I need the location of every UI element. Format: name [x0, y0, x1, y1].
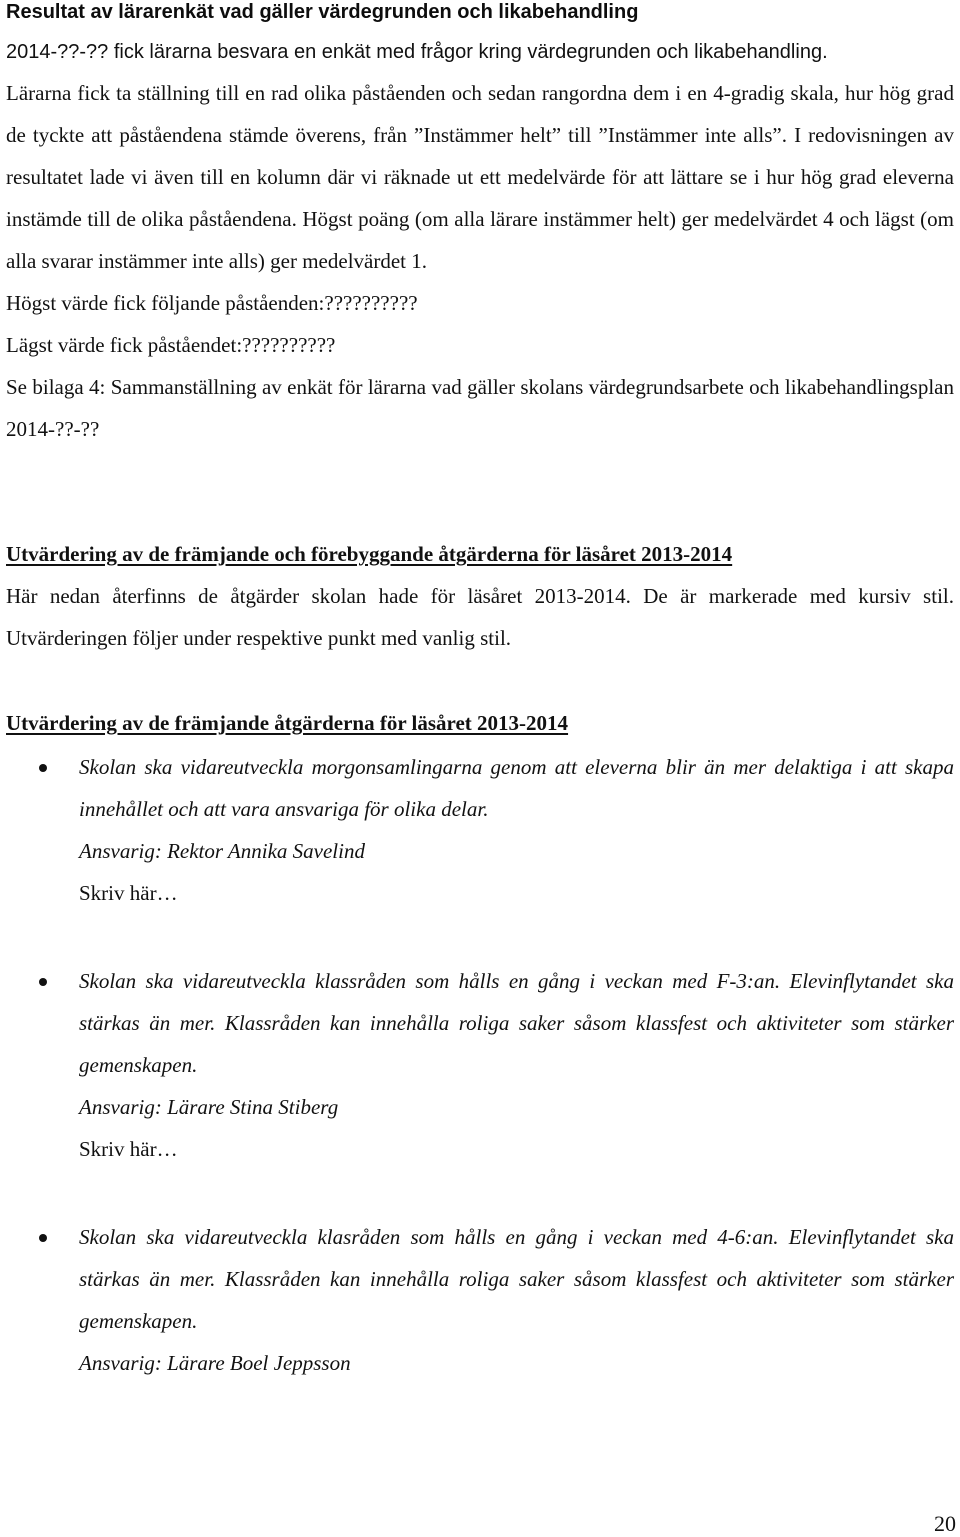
measures-list	[6, 746, 954, 1384]
write-here-placeholder[interactable]: Skriv här…	[79, 881, 178, 905]
page-number: 20	[934, 1511, 956, 1536]
measure-text: Skolan ska vidareutveckla klassråden som hålls en gång i veckan med F-3:an. Elevinflytandet ska stärkas än mer. Klassråden kan innehålla roliga saker såsom klassfest och aktiviteter som stärker gemenskapen.	[79, 969, 954, 1077]
bullet-icon	[39, 764, 47, 772]
measure-responsible: Ansvarig: Lärare Boel Jeppsson	[79, 1351, 351, 1375]
measure-responsible: Ansvarig: Lärare Stina Stiberg	[79, 1095, 339, 1119]
list-item	[6, 960, 954, 1170]
measure-text: Skolan ska vidareutveckla morgonsamlingarna genom att eleverna blir än mer delaktiga i att skapa innehållet och att vara ansvariga för olika delar.	[79, 755, 954, 821]
survey-paragraph: Lärarna fick ta ställning till en rad olika påståenden och sedan rangordna dem i en 4-gradig skala, hur hög grad de tyckte att påståendena stämde överens, från ”Instämmer helt” till ”Instämmer inte alls”. I redovisningen av resultatet lade vi även till en kolumn där vi räknade ut ett medelvärde för att lättare se i hur hög grad eleverna instämde till de olika påståendena. Högst poäng (om alla lärare instämmer helt) ger medelvärdet 4 och lägst (om alla svarar instämmer inte alls) ger medelvärdet 1.	[6, 81, 954, 273]
list-item	[6, 746, 954, 914]
lowest-value-line: Lägst värde fick påståendet:??????????	[6, 333, 336, 357]
list-item	[6, 1216, 954, 1384]
bullet-icon	[39, 1234, 47, 1242]
section-heading-evaluation: Utvärdering av de främjande och förebyggande åtgärderna för läsåret 2013-2014	[6, 542, 733, 566]
survey-intro: 2014-??-?? fick lärarna besvara en enkät med frågor kring värdegrunden och likabehandling.	[6, 41, 828, 63]
highest-value-line: Högst värde fick följande påståenden:??????????	[6, 291, 418, 315]
evaluation-paragraph: Här nedan återfinns de åtgärder skolan hade för läsåret 2013-2014. De är markerade med kursiv stil. Utvärderingen följer under respektive punkt med vanlig stil.	[6, 584, 954, 650]
measure-responsible: Ansvarig: Rektor Annika Savelind	[79, 839, 365, 863]
measure-text: Skolan ska vidareutveckla klasråden som hålls en gång i veckan med 4-6:an. Elevinflytandet ska stärkas än mer. Klassråden kan innehålla roliga saker såsom klassfest och aktiviteter som stärker gemenskapen.	[79, 1225, 954, 1333]
document-page	[6, 0, 954, 1384]
appendix-reference: Se bilaga 4: Sammanställning av enkät för lärarna vad gäller skolans värdegrundsarbete och likabehandlingsplan 2014-??-??	[6, 375, 954, 441]
section-heading-promoting: Utvärdering av de främjande åtgärderna för läsåret 2013-2014	[6, 711, 569, 735]
section-heading-survey: Resultat av lärarenkät vad gäller värdegrunden och likabehandling	[6, 1, 639, 23]
write-here-placeholder[interactable]: Skriv här…	[79, 1137, 178, 1161]
bullet-icon	[39, 978, 47, 986]
